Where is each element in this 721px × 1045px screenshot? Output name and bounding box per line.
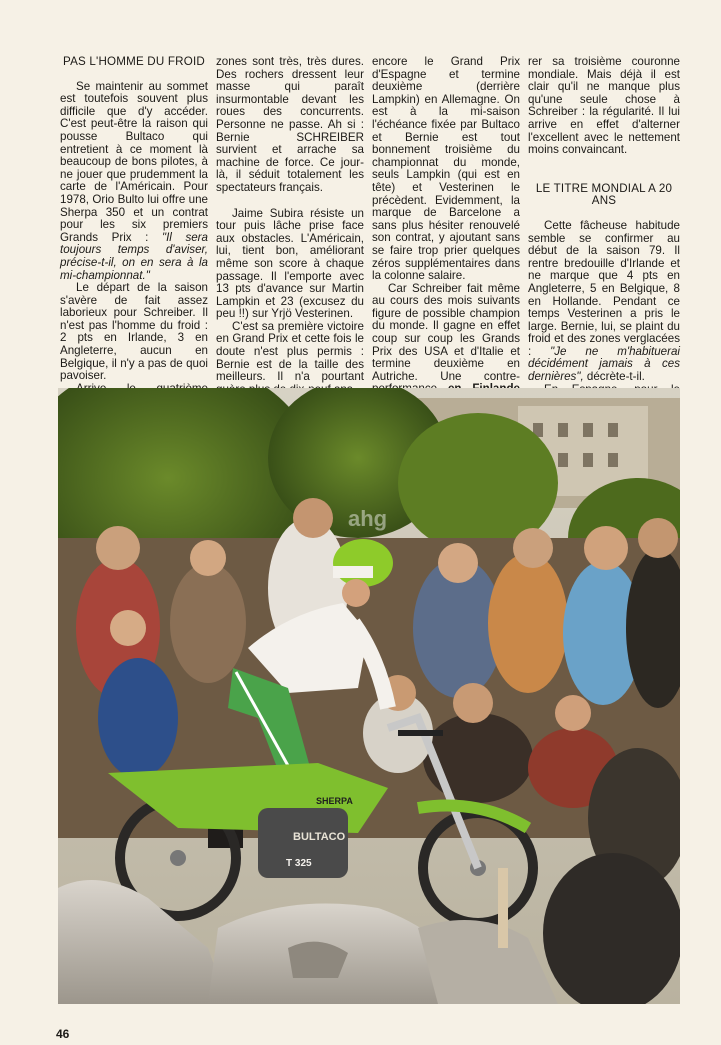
quote: "Il sera toujours temps d'aviser, précise-t-il, on en sera à la mi-championnat." <box>60 230 208 282</box>
trial-photo <box>58 388 680 1004</box>
section-heading-cold: PAS L'HOMME DU FROID <box>63 55 205 68</box>
paragraph: encore le Grand Prix d'Espagne et termine deuxième (derrière Lampkin) en Allemagne. On est à la mi-saison l'échéance fixée par Bultaco et Bernie est tout bonnement troisième du championnat du monde, seuls Lampkin (qui est en tête) et Vesterinen le précèdent. Evidemment, la marque de Barcelone a sans plus hésiter renouvelé son contrat, y ajoutant sans se faire trop prier quelques zéros supplémentaires dans la colonne salaire. <box>372 55 520 283</box>
page-number: 46 <box>56 1027 70 1041</box>
article-column-4 <box>528 56 680 421</box>
paragraph: C'est sa première victoire en Grand Prix et cette fois le doute n'est plus permis : Bernie est de la taille des meilleurs. Il n'a pourtant <box>216 319 364 384</box>
paragraph: Se maintenir au sommet est toutefois souvent plus difficile que d'y accéder. C'est peut-être la raison qui pousse Bultaco qui entretient à ce moment là beaucoup de bons pilotes, à ne jouer que prudemment la carte de l'Américain. Pour 1978, Orio Bulto lui offre une Sherpa 350 et un contrat pour les six premiers Grands Prix : "Il sera toujours temps d'aviser, précise-t-il, on en sera à la mi-championnat." <box>60 79 208 282</box>
bike-number-plate: T 325 <box>286 858 312 869</box>
watermark: ahg <box>348 506 388 531</box>
article-column-1 <box>60 56 208 421</box>
article-column-2 <box>216 56 364 409</box>
quote: "Je ne m'habituerai décidément jamais à ces dernières", <box>528 344 680 384</box>
paragraph: Le départ de la saison s'avère de fait assez laborieux pour Schreiber. Il n'est pas l'homme du froid : 2 pts en Irlande, 3 en Angleterre, aucun en Belgique, il n'y a pas de quoi pavoiser. <box>60 281 208 383</box>
photo-illustration <box>58 388 680 1004</box>
helmet <box>333 539 393 587</box>
paragraph: Cette fâcheuse habitude semble se confirmer au début de la saison 79. Il rentre bredouille d'Irlande et ne marque que 4 pts en Angleterre, 5 en Belgique, 8 en Hollande. Pendant ce temps Vesterinen a pris le large. Bernie, lui, se plaint du froid et des zones verglacées : "Je ne m'habituerai décidément jamais à ces dernières", décrète-t-il. <box>528 218 680 384</box>
paragraph: rer sa troisième couronne mondiale. Mais déjà il est clair qu'il ne manque plus qu'une seule chose à Schreiber : la régularité. Il lui arrive en effet d'alterner l'excellent avec le nettement moins convaincant. <box>528 55 680 157</box>
paragraph: Car Schreiber fait même au cours des mois suivants figure de possible champion du monde. Il gagne en effet coup sur coup les Grands Prix des USA et d'Italie et termine deuxième en Autriche. Une contre- <box>372 283 520 459</box>
bike-badge-model: SHERPA <box>316 796 353 806</box>
paragraph: zones sont très, très dures. Des rochers dressent leur masse qui paraît insurmontable devant les roues des concurrents. Personne ne passe. Ah si : Bernie SCHREIBER survient et arrache sa machine de force. Ce jour-là, il séduit totalement les spectateurs français. <box>216 55 364 194</box>
section-heading-title: LE TITRE MONDIAL A 20 ANS <box>535 181 673 208</box>
bike-badge-brand: BULTACO <box>293 831 346 843</box>
paragraph: Jaime Subira résiste un tour puis lâche prise face aux obstacles. L'Américain, lui, tient bon, améliorant même son score à chaque passage. Il l'emporte avec 13 pts d'avance sur Martin Lampkin et 23 (excusez du peu !!) sur Yrjö Vesterinen. <box>216 206 364 321</box>
